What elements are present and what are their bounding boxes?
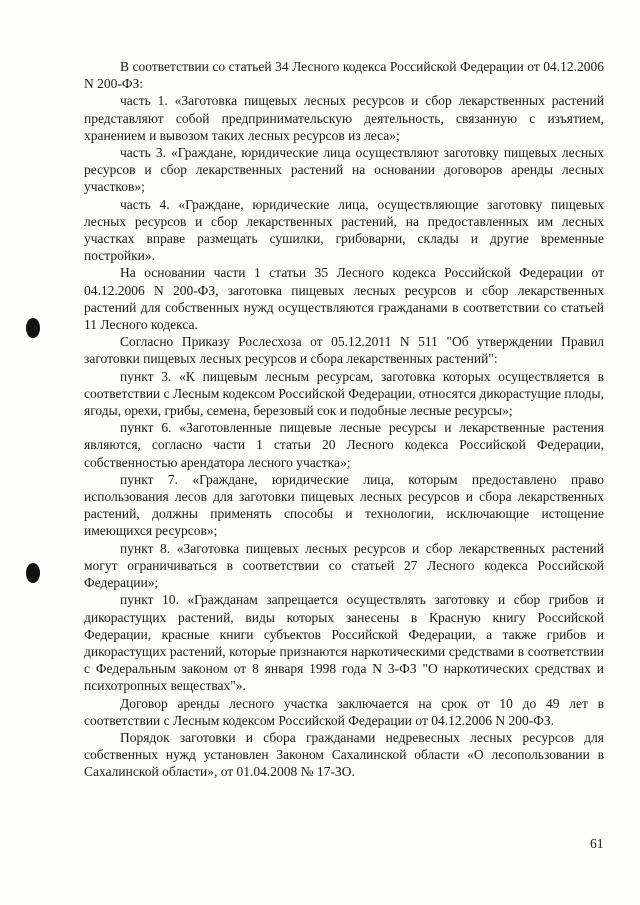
paragraph-part-3: часть 3. «Граждане, юридические лица осуществляют заготовку пищевых лесных ресурсов и сбор лекарственных растений на основании договоров аренды лесных участков»; (84, 145, 604, 195)
binder-hole-mark-bottom (26, 563, 40, 583)
paragraph-part-4: часть 4. «Граждане, юридические лица, осуществляющие заготовку пищевых лесных ресурсов и сбор лекарственных растений, на предоставленных им лесных участках вправе размещать сушилки, грибоварни, склады и другие временные постройки». (84, 196, 604, 264)
paragraph-point-8: пункт 8. «Заготовка пищевых лесных ресурсов и сбор лекарственных растений могут ограничиваться в соответствии со статьей 27 Лесного кодекса Российской Федерации»; (84, 540, 604, 591)
paragraph-point-3: пункт 3. «К пищевым лесным ресурсам, заготовка которых осуществляется в соответствии с Лесным кодексом Российской Федерации, относятся дикорастущие плоды, ягоды, орехи, грибы, семена, березовый сок и подобные лесные ресурсы»; (84, 368, 604, 419)
paragraph-intro-article-34: В соответствии со статьей 34 Лесного кодекса Российской Федерации от 04.12.2006 N 200-ФЗ: (84, 59, 604, 92)
paragraph-point-6: пункт 6. «Заготовленные пищевые лесные ресурсы и лекарственные растения являются, согласно части 1 статьи 20 Лесного кодекса Российской Федерации, собственностью арендатора лесного участка»; (84, 420, 604, 470)
paragraph-point-7: пункт 7. «Граждане, юридические лица, которым предоставлено право использования лесов для заготовки пищевых лесных ресурсов и сбора лекарственных растений, должны применять способы и технологии, исключающие истощение имеющихся ресурсов»; (84, 471, 604, 539)
paragraph-order-511: Согласно Приказу Рослесхоза от 05.12.2011 N 511 "Об утверждении Правил заготовки пищевых лесных ресурсов и сбора лекарственных растений": (84, 334, 604, 367)
paragraph-sakhalin-law: Порядок заготовки и сбора гражданами недревесных лесных ресурсов для собственных нужд установлен Законом Сахалинской области «О лесопользовании в Сахалинской области», от 01.04.2008 № 17-ЗО. (84, 729, 604, 780)
document-body (84, 58, 604, 781)
paragraph-point-10: пункт 10. «Гражданам запрещается осуществлять заготовку и сбор грибов и дикорастущих растений, виды которых занесены в Красную книгу Российской Федерации, красные книги субъектов Российской Федерации, а также грибов и дикорастущих растений, которые признаются наркотическими средствами в соответствии с Федеральным законом от 8 января 1998 года N 3-ФЗ "О наркотических средствах и психотропных веществах"». (84, 592, 604, 694)
binder-hole-mark-top (26, 318, 40, 338)
page-number: 61 (590, 836, 604, 851)
paragraph-article-35: На основании части 1 статьи 35 Лесного кодекса Российской Федерации от 04.12.2006 N 200-ФЗ, заготовка пищевых лесных ресурсов и сбор лекарственных растений для собственных нужд осуществляются гражданами в соответствии со статьей 11 Лесного кодекса. (84, 265, 604, 333)
paragraph-lease-term: Договор аренды лесного участка заключается на срок от 10 до 49 лет в соответствии с Лесным кодексом Российской Федерации от 04.12.2006 N 200-ФЗ. (84, 695, 604, 728)
paragraph-part-1: часть 1. «Заготовка пищевых лесных ресурсов и сбор лекарственных растений представляют собой предпринимательскую деятельность, связанную с изъятием, хранением и вывозом таких лесных ресурсов из леса»; (84, 93, 604, 143)
